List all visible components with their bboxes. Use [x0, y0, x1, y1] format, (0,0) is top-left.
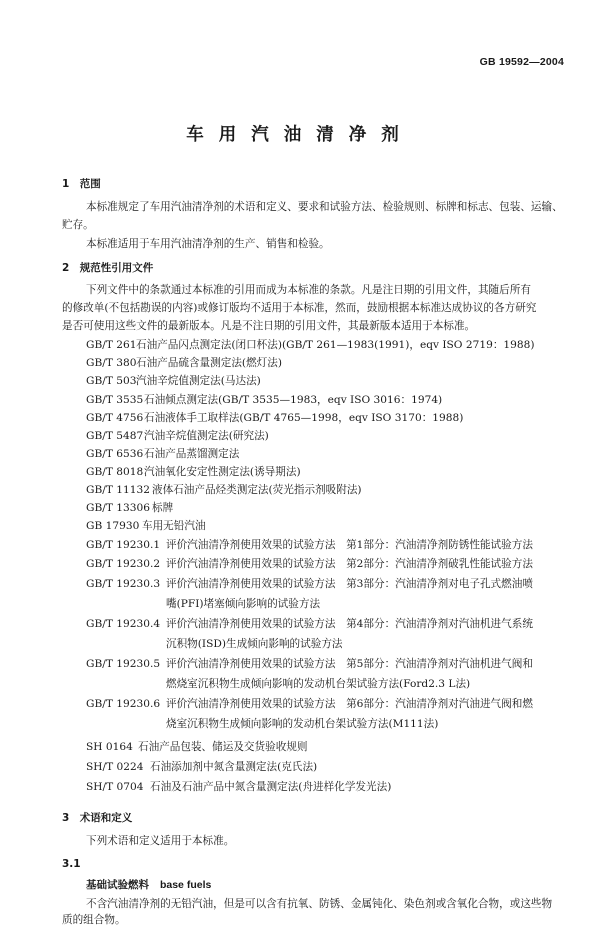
section-3-heading: 3 术语和定义: [62, 812, 133, 824]
reference-code: GB 17930: [86, 520, 140, 532]
term-line: [86, 878, 211, 892]
reference-item: [86, 697, 533, 711]
reference-code: SH 0164: [86, 741, 133, 753]
reference-title: 石油及石油产品中氮含量测定法(舟进样化学发光法): [150, 781, 392, 793]
reference-code: GB/T 19230.4: [86, 618, 161, 630]
reference-code: GB/T 503: [86, 375, 137, 387]
reference-item: [86, 538, 533, 552]
reference-code: GB/T 19230.1: [86, 539, 161, 551]
reference-code: SH/T 0224: [86, 761, 144, 773]
document-title: 车用汽油清净剂: [186, 125, 414, 145]
section-2-heading: 2 规范性引用文件: [62, 262, 154, 274]
section-1-heading: 1 范围: [62, 178, 101, 190]
reference-title: 评价汽油清净剂使用效果的试验方法 第2部分：汽油清净剂破乳性能试验方法: [166, 558, 533, 570]
section-1-paragraph-2: 本标准适用于车用汽油清净剂的生产、销售和检验。: [86, 238, 330, 250]
reference-code: GB/T 6536: [86, 448, 144, 460]
section-2-intro-line-2: 的修改单(不包括勘误的内容)或修订版均不适用于本标准，然而，鼓励根据本标准达成协议的各方研究: [62, 302, 537, 314]
reference-title: 石油添加剂中氮含量测定法(克氏法): [150, 761, 318, 773]
reference-item: [86, 557, 533, 571]
reference-code: GB/T 380: [86, 357, 137, 369]
clause-number: 3.1: [62, 858, 81, 870]
reference-item: [86, 483, 362, 497]
reference-item: [86, 447, 239, 461]
reference-code: GB/T 13306: [86, 502, 150, 514]
reference-continuation: 烧室沉积物生成倾向影响的发动机台架试验方法(M111法): [166, 718, 439, 730]
reference-code: GB/T 19230.3: [86, 578, 161, 590]
reference-code: GB/T 8018: [86, 466, 144, 478]
term-english: base fuels: [159, 879, 212, 891]
reference-item: [86, 740, 308, 754]
reference-continuation: 燃烧室沉积物生成倾向影响的发动机台架试验方法(Ford2.3 L法): [166, 678, 471, 690]
definition-line-1: 不含汽油清净剂的无铅汽油，但是可以含有抗氧、防锈、金属钝化、染色剂或含氧化合物，或这些物: [86, 898, 553, 910]
reference-continuation: 沉积物(ISD)生成倾向影响的试验方法: [166, 638, 343, 650]
section-1-paragraph-1-line-2: 贮存。: [62, 219, 94, 231]
reference-title: 汽油辛烷值测定法(马达法): [136, 375, 261, 387]
reference-title: 液体石油产品烃类测定法(荧光指示剂吸附法): [152, 484, 362, 496]
reference-item: [86, 657, 533, 671]
reference-title: 石油产品硫含量测定法(燃灯法): [136, 357, 282, 369]
reference-code: SH/T 0704: [86, 781, 144, 793]
reference-title: 评价汽油清净剂使用效果的试验方法 第4部分：汽油清净剂对汽油机进气系统: [166, 618, 533, 630]
standard-number: GB 19592—2004: [479, 56, 564, 68]
reference-code: GB/T 19230.5: [86, 658, 161, 670]
reference-code: GB/T 4756: [86, 412, 144, 424]
reference-item: [86, 338, 535, 352]
definition-line-2: 质的组合物。: [62, 914, 126, 926]
section-3-intro: 下列术语和定义适用于本标准。: [86, 835, 235, 847]
reference-continuation: 嘴(PFI)堵塞倾向影响的试验方法: [166, 598, 321, 610]
reference-title: 汽油辛烷值测定法(研究法): [144, 430, 269, 442]
reference-item: [86, 780, 391, 794]
reference-title: 评价汽油清净剂使用效果的试验方法 第3部分：汽油清净剂对电子孔式燃油喷: [166, 578, 533, 590]
reference-title: 石油液体手工取样法(GB/T 4765—1998，eqv ISO 3170：1988): [144, 412, 464, 424]
reference-title: 评价汽油清净剂使用效果的试验方法 第5部分：汽油清净剂对汽油机进气阀和: [166, 658, 533, 670]
reference-code: GB/T 19230.6: [86, 698, 161, 710]
reference-title: 石油产品蒸馏测定法: [144, 448, 240, 460]
reference-title: 车用无铅汽油: [142, 520, 206, 532]
reference-code: GB/T 3535: [86, 394, 144, 406]
reference-item: [86, 356, 282, 370]
reference-item: [86, 411, 463, 425]
reference-title: 标牌: [152, 502, 174, 514]
reference-code: GB/T 261: [86, 339, 137, 351]
reference-item: [86, 519, 206, 533]
reference-title: 石油产品闪点测定法(闭口杯法)(GB/T 261—1983(1991)，eqv ISO 2719：1988): [136, 339, 535, 351]
reference-item: [86, 429, 269, 443]
reference-title: 评价汽油清净剂使用效果的试验方法 第6部分：汽油清净剂对汽油进气阀和燃: [166, 698, 533, 710]
reference-code: GB/T 11132: [86, 484, 150, 496]
reference-title: 评价汽油清净剂使用效果的试验方法 第1部分：汽油清净剂防锈性能试验方法: [166, 539, 533, 551]
reference-item: [86, 760, 317, 774]
reference-title: 汽油氧化安定性测定法(诱导期法): [144, 466, 301, 478]
term-chinese: 基础试验燃料: [86, 879, 149, 891]
reference-code: GB/T 5487: [86, 430, 144, 442]
reference-code: GB/T 19230.2: [86, 558, 161, 570]
reference-item: [86, 374, 261, 388]
reference-item: [86, 501, 173, 515]
section-1-paragraph-1-line-1: 本标准规定了车用汽油清净剂的术语和定义、要求和试验方法、检验规则、标牌和标志、包装、运输、: [86, 201, 563, 213]
reference-item: [86, 617, 533, 631]
reference-item: [86, 577, 533, 591]
reference-item: [86, 465, 301, 479]
section-2-intro-line-1: 下列文件中的条款通过本标准的引用而成为本标准的条款。凡是注日期的引用文件，其随后所有: [86, 284, 531, 296]
section-2-intro-line-3: 是否可使用这些文件的最新版本。凡是不注日期的引用文件，其最新版本适用于本标准。: [62, 320, 476, 332]
reference-item: [86, 393, 442, 407]
reference-title: 石油倾点测定法(GB/T 3535—1983，eqv ISO 3016：1974): [144, 394, 443, 406]
reference-title: 石油产品包装、储运及交货验收规则: [138, 741, 308, 753]
